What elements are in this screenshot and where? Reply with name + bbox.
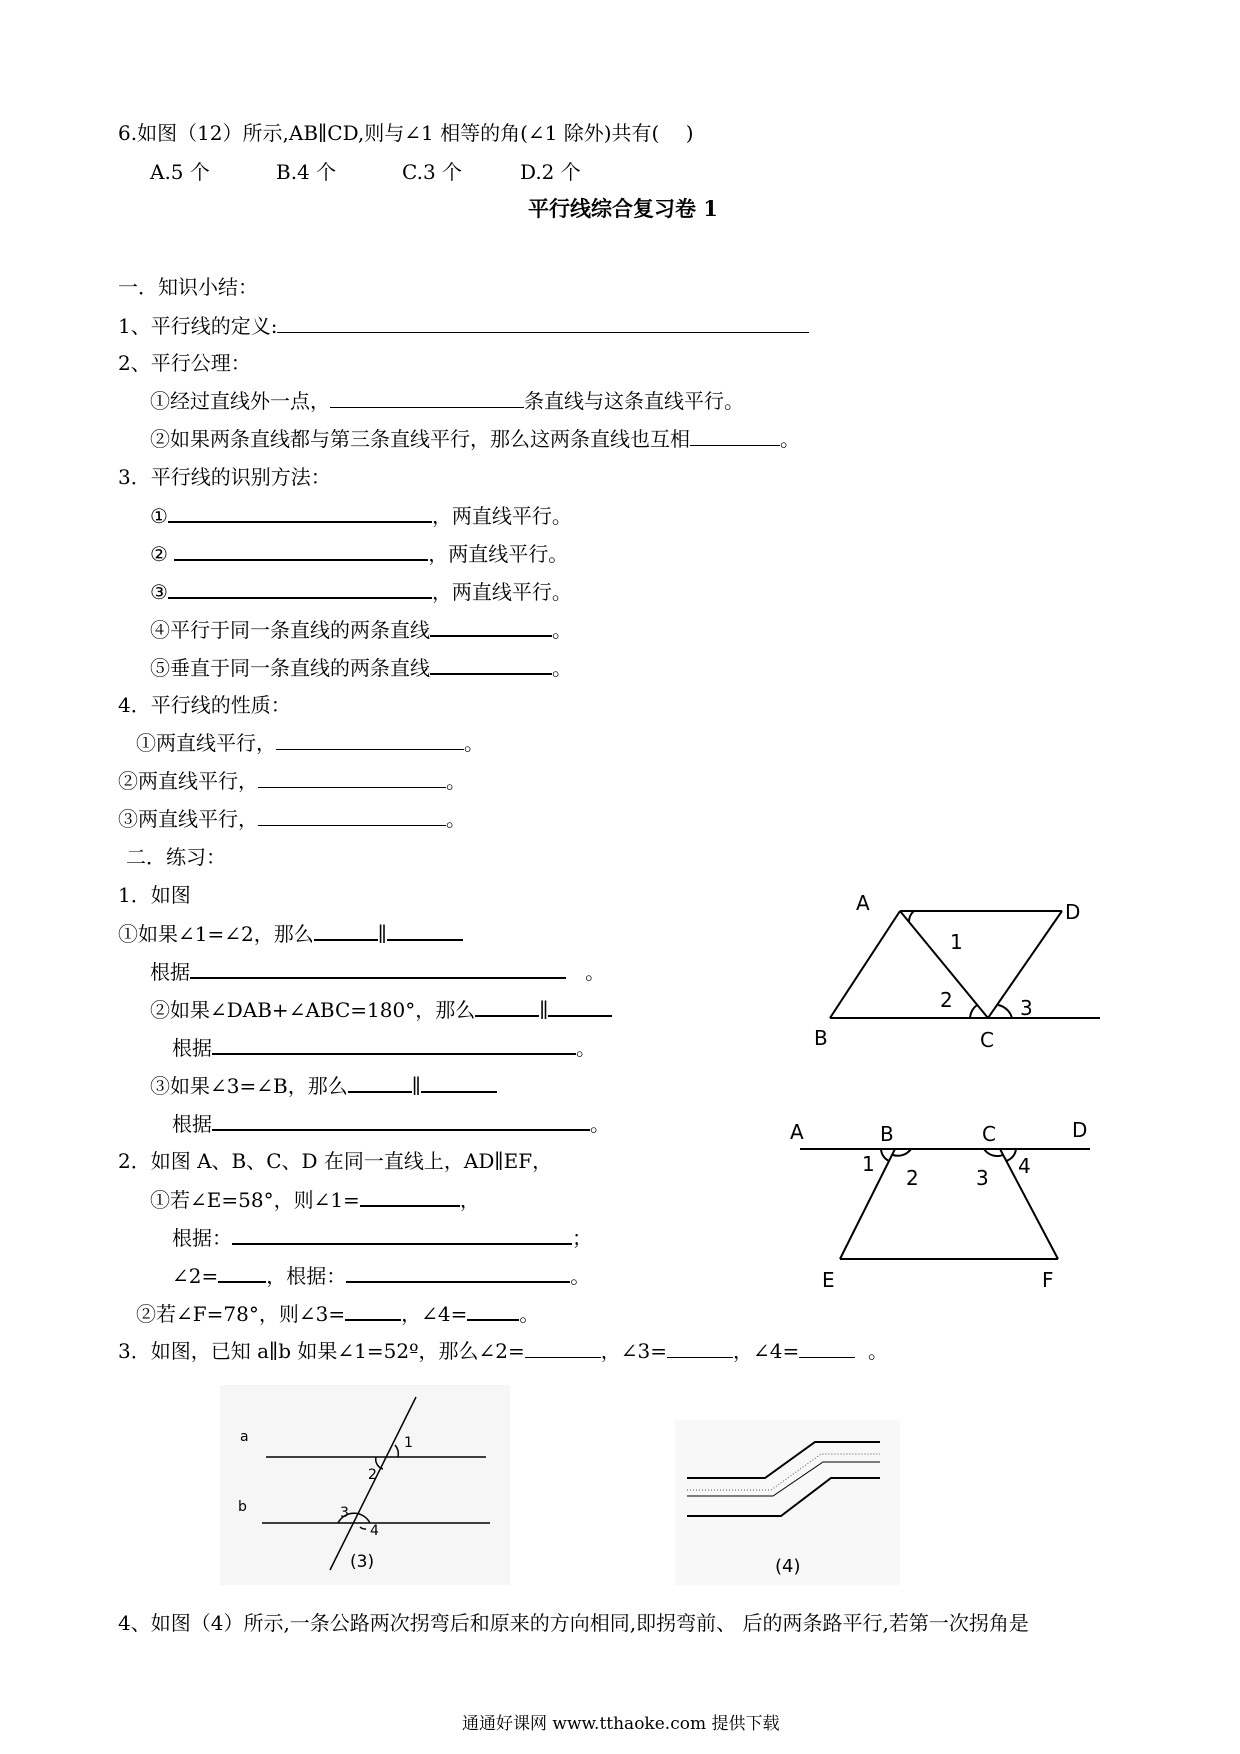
figure-4-caption: (4) <box>775 1556 801 1577</box>
p1-i3-blank-b[interactable] <box>421 1073 497 1093</box>
angle-2-arc <box>970 1005 977 1018</box>
problem4: 4、如图（4）所示,一条公路两次拐弯后和原来的方向相同,即拐弯前、 后的两条路平行,若第一次拐角是 <box>118 1611 1029 1635</box>
label-e: E <box>822 1268 835 1290</box>
p3-angle4-blank[interactable] <box>799 1339 855 1358</box>
label-b: B <box>880 1122 894 1146</box>
identification-item <box>150 655 572 680</box>
problem1-basis3 <box>172 1111 610 1136</box>
basis-label: 根据 <box>150 960 190 984</box>
problem1-basis1 <box>150 959 605 984</box>
p2-l4-text: ②若∠F=78°，则∠3= <box>136 1302 346 1326</box>
problem1-item1 <box>118 921 463 946</box>
p2-l3-mid: ，根据： <box>266 1264 347 1288</box>
p2-l3-text: ∠2= <box>172 1264 219 1288</box>
ident-prefix: ③ <box>150 580 168 604</box>
angle-3-arc <box>998 1005 1012 1018</box>
label-d: D <box>1072 1118 1088 1142</box>
axiom-item-2 <box>150 427 800 451</box>
angle-3-label: 3 <box>340 1505 349 1521</box>
p3-text: 3．如图，已知 a∥b 如果∠1=52º，那么∠2= <box>118 1339 525 1363</box>
p2-basis2-blank[interactable] <box>346 1263 570 1283</box>
p1-i1-blank-a[interactable] <box>314 921 378 941</box>
q6-option-d: D.2 个 <box>520 160 581 184</box>
axiom1-blank[interactable] <box>330 389 524 408</box>
problem1-basis2 <box>172 1035 596 1060</box>
basis-end: 。 <box>576 1036 596 1060</box>
angle-1-label: 1 <box>404 1435 413 1451</box>
page-footer: 通通好课网 www.tthaoke.com 提供下载 <box>462 1714 780 1734</box>
p3-mid1: ，∠3= <box>600 1339 667 1363</box>
p2-angle3-blank[interactable] <box>345 1301 401 1321</box>
label-b: B <box>814 1026 828 1050</box>
axiom2-blank[interactable] <box>690 427 780 446</box>
problem2-label: 2．如图 A、B、C、D 在同一直线上，AD∥EF， <box>118 1149 553 1173</box>
angle-2-label: 2 <box>368 1467 377 1483</box>
identification-item <box>150 617 572 642</box>
label-a: A <box>790 1120 804 1144</box>
problem2-line1 <box>150 1187 480 1212</box>
p2-l2-end: ； <box>572 1226 592 1250</box>
p1-i2-blank-b[interactable] <box>548 997 612 1017</box>
p1-i2-blank-a[interactable] <box>475 997 539 1017</box>
figure-3-diagram <box>220 1385 510 1585</box>
axiom-item-1 <box>150 389 744 413</box>
p2-angle4-blank[interactable] <box>467 1301 519 1321</box>
p1-i1-blank-b[interactable] <box>387 921 463 941</box>
prop-suffix: 。 <box>446 769 466 793</box>
basis-end: 。 <box>590 1112 610 1136</box>
label-d: D <box>1065 900 1081 924</box>
ident-suffix: 。 <box>552 618 572 642</box>
page-title: 平行线综合复习卷 1 <box>528 196 718 221</box>
p2-l1-text: ①若∠E=58°，则∠1= <box>150 1188 360 1212</box>
figure-2-diagram <box>780 1105 1100 1290</box>
identification-item <box>150 503 572 528</box>
prop-blank[interactable] <box>258 807 446 826</box>
ident-suffix: ，两直线平行。 <box>431 580 572 604</box>
q6-option-b: B.4 个 <box>276 160 337 184</box>
label-line-b: b <box>238 1499 247 1515</box>
axiom2-end: 。 <box>780 427 800 451</box>
problem1-item3 <box>150 1073 497 1098</box>
segment-ab <box>830 911 900 1018</box>
ident-suffix: ，两直线平行。 <box>428 542 569 566</box>
properties-label: 4．平行线的性质： <box>118 693 291 717</box>
label-c: C <box>982 1122 996 1146</box>
basis-blank[interactable] <box>212 1035 576 1055</box>
parallel-symbol: ∥ <box>539 998 549 1022</box>
angle-1-label: 1 <box>950 930 963 954</box>
ident-blank[interactable] <box>168 503 432 523</box>
angle-1-arc <box>881 1149 889 1161</box>
prop-suffix: 。 <box>464 731 484 755</box>
figure-3-caption: (3) <box>350 1552 375 1572</box>
definition-label: 1、平行线的定义: <box>118 314 278 338</box>
ident-blank[interactable] <box>168 579 432 599</box>
problem2-line3 <box>172 1263 590 1288</box>
problem1-item2 <box>150 997 612 1022</box>
label-c: C <box>980 1028 994 1052</box>
p3-end: 。 <box>867 1339 888 1363</box>
prop-suffix: 。 <box>446 807 466 831</box>
angle-4-arc <box>1006 1149 1016 1161</box>
problem1-label: 1．如图 <box>118 883 191 907</box>
parallel-symbol: ∥ <box>377 922 387 946</box>
section1-heading: 一．知识小结： <box>118 275 258 299</box>
basis-blank[interactable] <box>212 1111 590 1131</box>
figure-4-diagram <box>675 1420 900 1585</box>
basis-blank[interactable] <box>190 959 566 979</box>
axiom2-text: ②如果两条直线都与第三条直线平行，那么这两条直线也互相 <box>150 427 690 451</box>
prop-blank[interactable] <box>276 731 464 750</box>
label-line-a: a <box>240 1429 249 1445</box>
definition-line <box>118 314 809 338</box>
basis-label: 根据 <box>172 1112 212 1136</box>
axiom-label: 2、平行公理： <box>118 351 251 375</box>
identification-label: 3．平行线的识别方法： <box>118 465 331 489</box>
p3-angle2-blank[interactable] <box>525 1339 601 1358</box>
identification-item <box>150 579 572 604</box>
p1-i3-text: ③如果∠3=∠B，那么 <box>150 1074 348 1098</box>
angle-4-label: 4 <box>370 1523 379 1539</box>
identification-item <box>150 541 568 566</box>
ident-suffix: 。 <box>552 656 572 680</box>
prop-prefix: ③两直线平行， <box>118 807 258 831</box>
property-item <box>136 731 484 755</box>
property-item <box>118 807 466 831</box>
ident-suffix: ，两直线平行。 <box>431 504 572 528</box>
ident-prefix: ④平行于同一条直线的两条直线 <box>150 618 430 642</box>
ident-blank[interactable] <box>174 541 428 561</box>
angle-4-label: 4 <box>1018 1154 1031 1178</box>
p2-basis-blank[interactable] <box>232 1225 572 1245</box>
p2-l4-end: 。 <box>519 1302 540 1326</box>
q6-text: 6.如图（12）所示,AB∥CD,则与∠1 相等的角(∠1 除外)共有( ) <box>118 121 694 145</box>
figure-1-diagram <box>800 895 1110 1075</box>
p3-angle3-blank[interactable] <box>667 1339 733 1358</box>
angle-2-arc <box>893 1149 911 1156</box>
q6-option-c: C.3 个 <box>402 160 463 184</box>
p2-l3-end: 。 <box>570 1264 591 1288</box>
property-item <box>118 769 466 793</box>
p1-i1-text: ①如果∠1=∠2，那么 <box>118 922 314 946</box>
angle-3-label: 3 <box>1020 996 1033 1020</box>
angle-1-label: 1 <box>862 1152 875 1176</box>
p2-angle1-blank[interactable] <box>360 1187 460 1207</box>
q6-option-a: A.5 个 <box>150 160 210 184</box>
basis-label: 根据 <box>172 1036 212 1060</box>
section2-heading: 二．练习： <box>126 845 226 869</box>
p1-i2-text: ②如果∠DAB+∠ABC=180°，那么 <box>150 998 476 1022</box>
ident-blank[interactable] <box>430 617 552 637</box>
definition-blank[interactable] <box>277 314 809 333</box>
label-a: A <box>856 895 870 915</box>
prop-prefix: ①两直线平行， <box>136 731 276 755</box>
label-f: F <box>1042 1268 1054 1290</box>
angle-3-label: 3 <box>976 1166 989 1190</box>
prop-blank[interactable] <box>258 769 446 788</box>
axiom1-text: ①经过直线外一点， <box>150 389 330 413</box>
p1-i3-blank-a[interactable] <box>348 1073 412 1093</box>
ident-prefix: ② <box>150 542 175 566</box>
parallel-symbol: ∥ <box>411 1074 421 1098</box>
axiom1-end: 条直线与这条直线平行。 <box>524 389 744 413</box>
ident-prefix: ⑤垂直于同一条直线的两条直线 <box>150 656 430 680</box>
p3-mid2: ，∠4= <box>733 1339 800 1363</box>
basis-label: 根据： <box>172 1226 232 1250</box>
angle-1-arc <box>909 911 914 922</box>
problem3 <box>118 1339 888 1363</box>
problem2-line2 <box>172 1225 592 1250</box>
problem2-line4 <box>136 1301 539 1326</box>
p2-l4-mid: ，∠4= <box>401 1302 468 1326</box>
ident-prefix: ① <box>150 504 168 528</box>
prop-prefix: ②两直线平行， <box>118 769 258 793</box>
angle-2-label: 2 <box>940 988 953 1012</box>
p2-angle2-blank[interactable] <box>218 1263 266 1283</box>
ident-blank[interactable] <box>430 655 552 675</box>
angle-2-label: 2 <box>906 1166 919 1190</box>
basis-end: 。 <box>585 960 606 984</box>
p2-l1-end: ， <box>459 1188 480 1212</box>
